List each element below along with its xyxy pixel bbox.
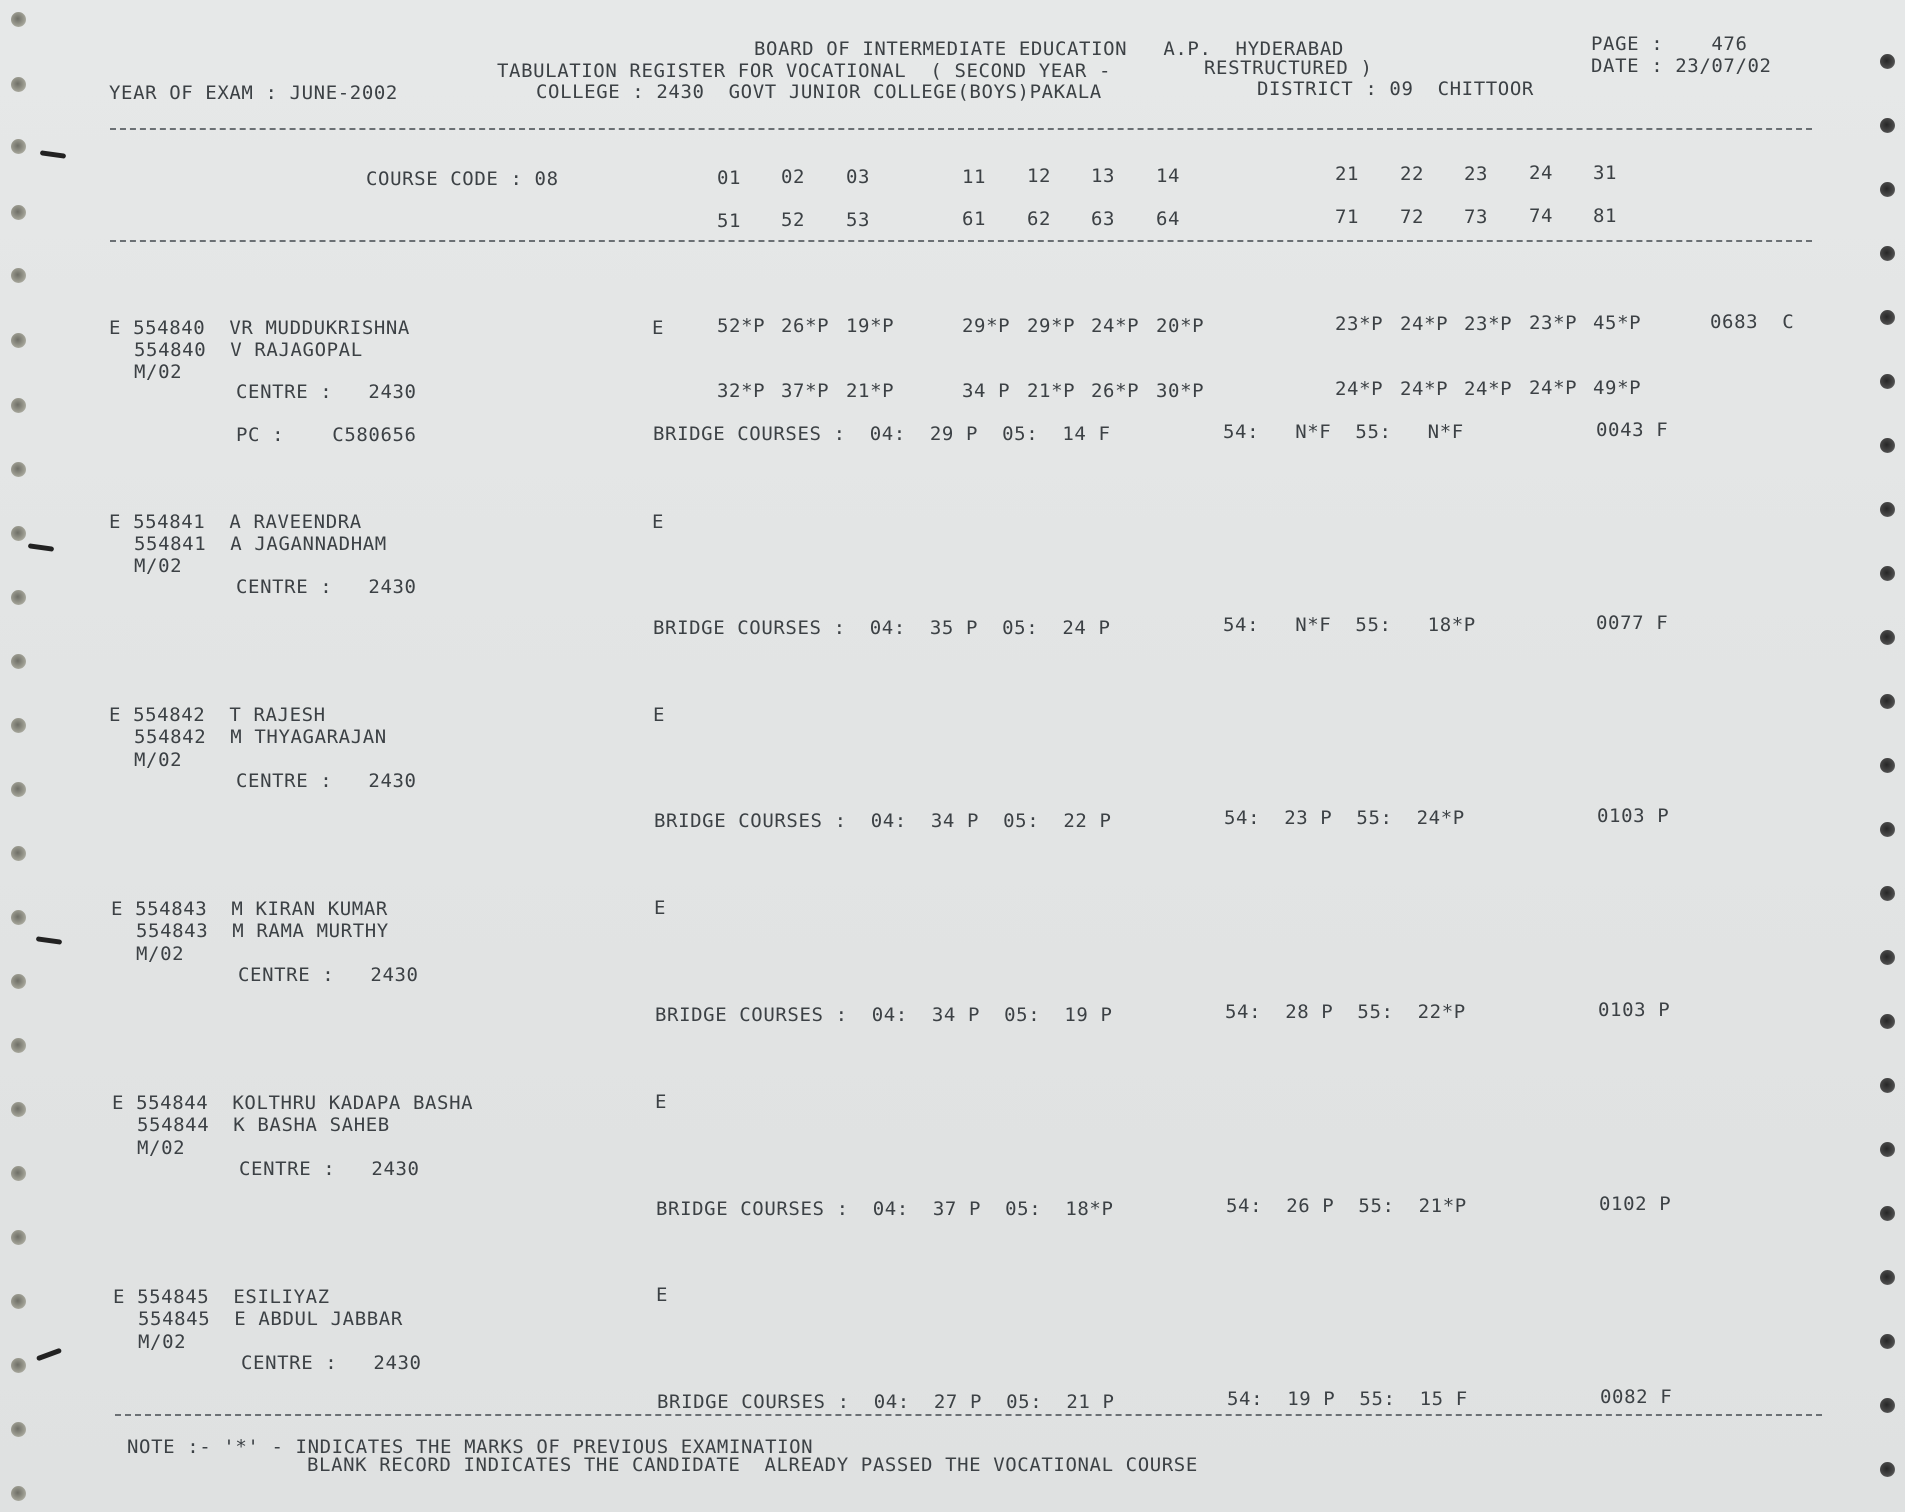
bridge-courses-2: 54: 26 P 55: 21*P — [1226, 1195, 1467, 1217]
feed-hole — [11, 333, 26, 348]
feed-hole — [11, 205, 26, 220]
medium-code: E — [652, 511, 665, 533]
feed-hole — [1880, 1398, 1895, 1413]
feed-hole — [11, 718, 26, 733]
year-of-exam: YEAR OF EXAM : JUNE-2002 — [109, 82, 398, 104]
feed-hole — [1880, 950, 1895, 965]
feed-hole — [11, 1166, 26, 1181]
feed-hole — [1880, 1014, 1895, 1029]
feed-hole — [11, 1038, 26, 1053]
course-col: 62 — [1027, 208, 1052, 230]
feed-hole — [1880, 438, 1895, 453]
feed-hole — [11, 462, 26, 477]
mark: 19*P — [846, 315, 895, 337]
course-col: 14 — [1156, 165, 1181, 187]
mark: 52*P — [717, 315, 766, 337]
mark: 32*P — [717, 380, 766, 402]
feed-hole — [1880, 694, 1895, 709]
father-name: 554843 M RAMA MURTHY — [136, 920, 389, 942]
feed-hole — [1880, 886, 1895, 901]
course-col: 21 — [1335, 163, 1360, 185]
mark: 24*P — [1529, 377, 1578, 399]
feed-hole — [11, 139, 26, 154]
centre: CENTRE : 2430 — [239, 1158, 420, 1180]
mark: 37*P — [781, 380, 830, 402]
feed-hole — [1880, 502, 1895, 517]
bridge-courses: BRIDGE COURSES : 04: 37 P 05: 18*P — [656, 1198, 1114, 1220]
exam-session: M/02 — [134, 749, 183, 771]
medium-code: E — [652, 317, 665, 339]
feed-hole — [1880, 630, 1895, 645]
course-col: 63 — [1091, 208, 1116, 230]
hall-ticket-name: E 554843 M KIRAN KUMAR — [111, 898, 388, 920]
bridge-total: 0103 P — [1598, 999, 1671, 1021]
course-col: 53 — [846, 209, 871, 231]
centre: CENTRE : 2430 — [236, 381, 417, 403]
centre: CENTRE : 2430 — [236, 576, 417, 598]
feed-hole — [1880, 1078, 1895, 1093]
ink-mark — [36, 936, 62, 945]
father-name: 554840 V RAJAGOPAL — [134, 339, 363, 361]
bridge-courses-2: 54: N*F 55: 18*P — [1223, 614, 1476, 636]
bridge-total: 0082 F — [1600, 1386, 1673, 1408]
mark: 24*P — [1400, 313, 1449, 335]
feed-hole — [11, 268, 26, 283]
exam-session: M/02 — [134, 361, 183, 383]
note-line-2: BLANK RECORD INDICATES THE CANDIDATE ALREADY PASSED THE VOCATIONAL COURSE — [307, 1454, 1198, 1476]
feed-hole — [1880, 118, 1895, 133]
exam-session: M/02 — [134, 555, 183, 577]
feed-hole — [1880, 822, 1895, 837]
course-code-label: COURSE CODE : 08 — [366, 168, 559, 190]
course-col: 52 — [781, 209, 806, 231]
bridge-courses: BRIDGE COURSES : 04: 34 P 05: 19 P — [655, 1004, 1113, 1026]
bridge-courses-2: 54: 28 P 55: 22*P — [1225, 1001, 1466, 1023]
print-date: DATE : 23/07/02 — [1591, 55, 1772, 77]
medium-code: E — [654, 897, 667, 919]
course-col: 31 — [1593, 162, 1618, 184]
mark: 24*P — [1335, 378, 1384, 400]
mark: 26*P — [1091, 380, 1140, 402]
divider — [115, 1414, 1822, 1416]
feed-hole — [11, 1486, 26, 1501]
mark: 49*P — [1593, 377, 1642, 399]
course-col: 61 — [962, 208, 987, 230]
feed-hole — [1880, 566, 1895, 581]
course-col: 22 — [1400, 163, 1425, 185]
bridge-total: 0043 F — [1596, 419, 1669, 441]
hall-ticket-name: E 554841 A RAVEENDRA — [109, 511, 362, 533]
college-line: COLLEGE : 2430 GOVT JUNIOR COLLEGE(BOYS)PAKALA — [536, 81, 1102, 103]
mark: 23*P — [1529, 312, 1578, 334]
course-col: 71 — [1335, 206, 1360, 228]
restructured-label: RESTRUCTURED ) — [1204, 57, 1373, 79]
medium-code: E — [653, 704, 666, 726]
exam-session: M/02 — [136, 943, 185, 965]
hall-ticket-name: E 554844 KOLTHRU KADAPA BASHA — [112, 1092, 474, 1114]
centre: CENTRE : 2430 — [236, 770, 417, 792]
course-col: 02 — [781, 166, 806, 188]
mark: 26*P — [781, 315, 830, 337]
feed-hole — [11, 1294, 26, 1309]
ink-mark — [36, 1348, 62, 1362]
mark: 29*P — [1027, 315, 1076, 337]
mark: 21*P — [1027, 380, 1076, 402]
course-col: 51 — [717, 210, 742, 232]
mark: 24*P — [1464, 378, 1513, 400]
feed-hole — [11, 910, 26, 925]
feed-hole — [1880, 758, 1895, 773]
feed-hole — [1880, 54, 1895, 69]
bridge-courses: BRIDGE COURSES : 04: 35 P 05: 24 P — [653, 617, 1111, 639]
feed-hole — [1880, 1206, 1895, 1221]
feed-hole — [11, 77, 26, 92]
mark: 21*P — [846, 380, 895, 402]
course-col: 13 — [1091, 165, 1116, 187]
feed-hole — [11, 526, 26, 541]
course-col: 03 — [846, 166, 871, 188]
centre: CENTRE : 2430 — [241, 1352, 422, 1374]
feed-hole — [1880, 1142, 1895, 1157]
mark: 24*P — [1091, 315, 1140, 337]
bridge-total: 0077 F — [1596, 612, 1669, 634]
exam-session: M/02 — [137, 1137, 186, 1159]
ink-mark — [40, 150, 66, 159]
feed-hole — [11, 1230, 26, 1245]
register-title: TABULATION REGISTER FOR VOCATIONAL ( SECOND YEAR - — [497, 60, 1111, 82]
district-line: DISTRICT : 09 CHITTOOR — [1257, 78, 1534, 100]
course-col: 11 — [962, 166, 987, 188]
feed-hole — [1880, 310, 1895, 325]
feed-hole — [11, 974, 26, 989]
pc-number: PC : C580656 — [236, 424, 417, 446]
hall-ticket-name: E 554845 ESILIYAZ — [113, 1286, 330, 1308]
divider — [110, 128, 1812, 130]
father-name: 554845 E ABDUL JABBAR — [138, 1308, 403, 1330]
mark: 20*P — [1156, 315, 1205, 337]
course-col: 73 — [1464, 206, 1489, 228]
feed-hole — [1880, 1462, 1895, 1477]
course-col: 12 — [1027, 165, 1052, 187]
father-name: 554842 M THYAGARAJAN — [134, 726, 387, 748]
feed-hole — [1880, 1334, 1895, 1349]
bridge-courses-2: 54: 19 P 55: 15 F — [1227, 1388, 1468, 1410]
feed-hole — [1880, 1270, 1895, 1285]
feed-hole — [11, 12, 26, 27]
course-col: 72 — [1400, 206, 1425, 228]
medium-code: E — [655, 1091, 668, 1113]
mark: 23*P — [1335, 313, 1384, 335]
medium-code: E — [656, 1284, 669, 1306]
bridge-courses: BRIDGE COURSES : 04: 34 P 05: 22 P — [654, 810, 1112, 832]
bridge-courses-2: 54: N*F 55: N*F — [1223, 421, 1464, 443]
course-col: 24 — [1529, 162, 1554, 184]
course-col: 01 — [717, 167, 742, 189]
ink-mark — [28, 543, 54, 552]
note-line-1: NOTE :- '*' - INDICATES THE MARKS OF PREVIOUS EXAMINATION — [127, 1436, 814, 1458]
board-title: BOARD OF INTERMEDIATE EDUCATION A.P. HYDERABAD — [754, 38, 1344, 60]
mark: 45*P — [1593, 312, 1642, 334]
mark: 24*P — [1400, 378, 1449, 400]
feed-hole — [11, 398, 26, 413]
feed-hole — [11, 1422, 26, 1437]
feed-hole — [11, 1358, 26, 1373]
feed-hole — [1880, 374, 1895, 389]
centre: CENTRE : 2430 — [238, 964, 419, 986]
mark: 23*P — [1464, 313, 1513, 335]
hall-ticket-name: E 554842 T RAJESH — [109, 704, 326, 726]
course-col: 74 — [1529, 205, 1554, 227]
feed-hole — [1880, 182, 1895, 197]
bridge-courses-2: 54: 23 P 55: 24*P — [1224, 807, 1465, 829]
course-col: 23 — [1464, 163, 1489, 185]
total-marks: 0683 C — [1710, 311, 1795, 333]
page-number: PAGE : 476 — [1591, 33, 1748, 55]
mark: 29*P — [962, 315, 1011, 337]
feed-hole — [11, 1102, 26, 1117]
feed-hole — [1880, 246, 1895, 261]
bridge-courses: BRIDGE COURSES : 04: 29 P 05: 14 F — [653, 423, 1111, 445]
feed-hole — [11, 782, 26, 797]
course-col: 81 — [1593, 205, 1618, 227]
hall-ticket-name: E 554840 VR MUDDUKRISHNA — [109, 317, 410, 339]
feed-hole — [11, 846, 26, 861]
course-col: 64 — [1156, 208, 1181, 230]
father-name: 554841 A JAGANNADHAM — [134, 533, 387, 555]
feed-hole — [11, 654, 26, 669]
mark: 30*P — [1156, 380, 1205, 402]
father-name: 554844 K BASHA SAHEB — [137, 1114, 390, 1136]
bridge-total: 0102 P — [1599, 1193, 1672, 1215]
mark: 34 P — [962, 380, 1011, 402]
bridge-courses: BRIDGE COURSES : 04: 27 P 05: 21 P — [657, 1391, 1115, 1413]
divider — [110, 240, 1812, 242]
bridge-total: 0103 P — [1597, 805, 1670, 827]
exam-session: M/02 — [138, 1331, 187, 1353]
feed-hole — [11, 590, 26, 605]
